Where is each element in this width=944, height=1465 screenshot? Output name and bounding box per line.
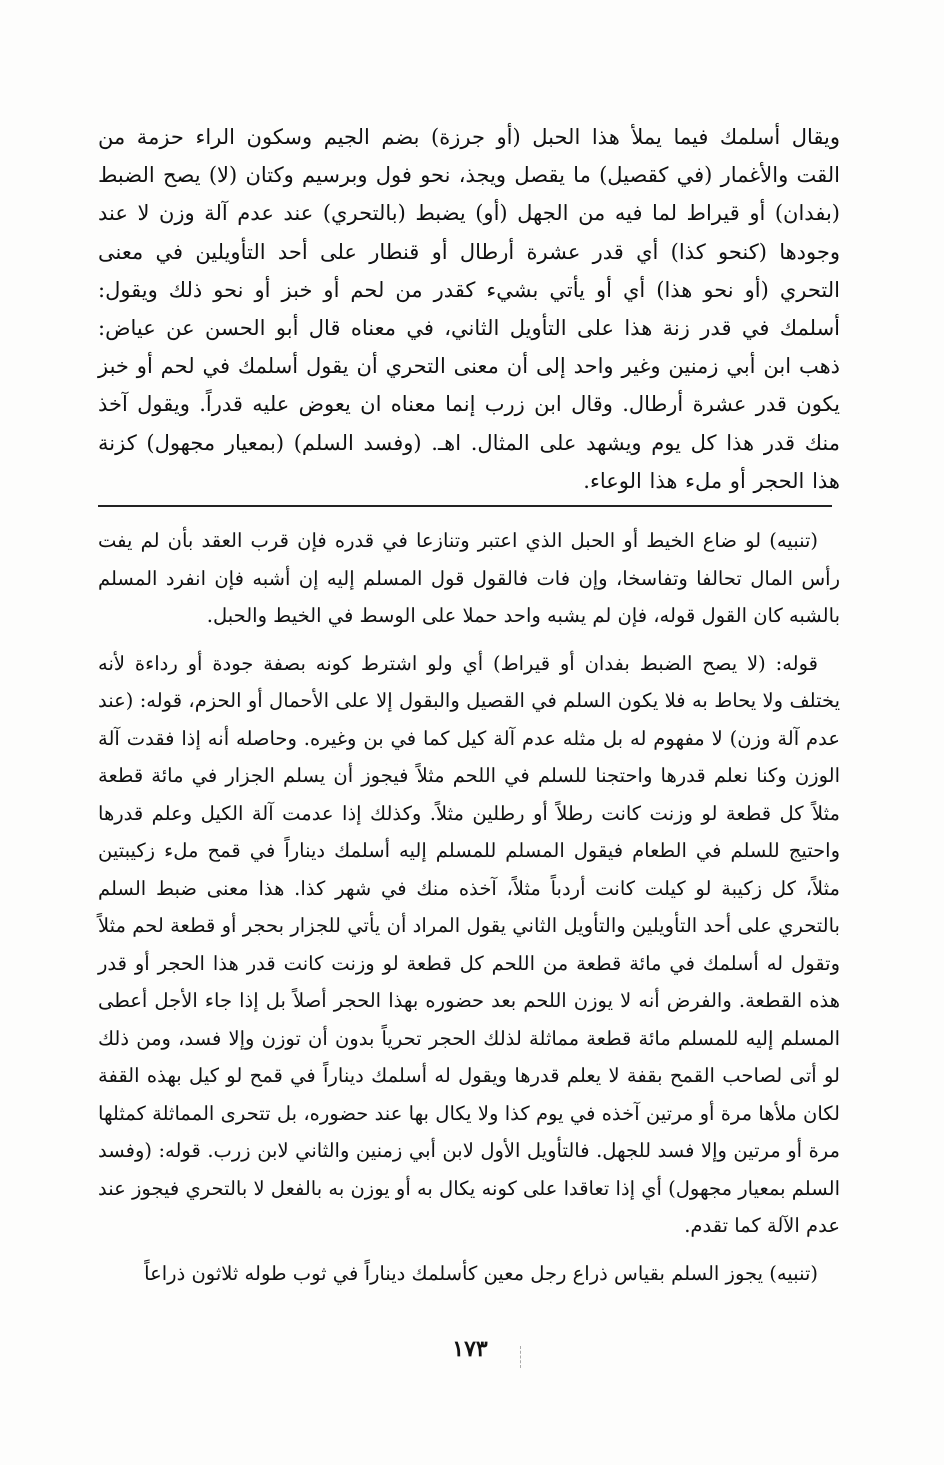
- main-text-paragraph: ويقال أسلمك فيما يملأ هذا الحبل (أو جرزة) بضم الجيم وسكون الراء حزمة من القت والأغمار (في كقصيل) ما يقصل ويجذ، نحو فول وبرسيم وكتان (لا) يصح الضبط (بفدان) أو قيراط لما فيه من الجهل (أو) يضبط (بالتحري) عند عدم آلة وزن لا عند وجودها (كنحو كذا) أي قدر عشرة أرطال أو قنطار على أحد التأويلين في معنى التحري (أو نحو هذا) أي أو يأتي بشيء كقدر من لحم أو خبز أو نحو ذلك ويقول: أسلمك في قدر زنة هذا على التأويل الثاني، في معناه قال أبو الحسن عن عياض: ذهب ابن أبي زمنين وغير واحد إلى أن معنى التحري أن يقول أسلمك في لحم أو خبز يكون قدر عشرة أرطال. وقال ابن زرب إنما معناه ان يعوض عليه قدراً. ويقول آخذ منك قدر هذا كل يوم ويشهد على المثال. اهـ. (وفسد السلم) (بمعيار مجهول) كزنة هذا الحجر أو ملء هذا الوعاء.: [98, 125, 840, 493]
- separator-rule: [98, 505, 832, 507]
- footnotes-section: [98, 522, 840, 1302]
- footnote-tanbih-1: (تنبيه) لو ضاع الخيط أو الحبل الذي اعتبر وتنازعا في قدره فإن قرب العقد بأن لم يفت رأس المال تحالفا وتفاسخا، وإن فات فالقول قول المسلم إليه إن أشبه فإن انفرد المسلم بالشبه كان القول قوله، فإن لم يشبه واحد حملا على الوسط في الخيط والحبل.: [98, 529, 840, 627]
- page-edge-mark: [520, 1346, 522, 1368]
- page-number: ١٧٣: [452, 1336, 488, 1362]
- footnote-tanbih-2: (تنبيه) يجوز السلم بقياس ذراع رجل معين كأسلمك ديناراً في ثوب طوله ثلاثون ذراعاً: [144, 1261, 818, 1285]
- footnote-commentary: قوله: (لا يصح الضبط بفدان أو قيراط) أي ولو اشترط كونه بصفة جودة أو رداءة لأنه يختلف ولا يحاط به فلا يكون السلم في القصيل والبقول إلا على الأحمال أو الحزم، قوله: (عند عدم آلة وزن) لا مفهوم له بل مثله عدم آلة كيل كما في بن وغيره. وحاصله أنه إذا فقدت آلة الوزن وكنا نعلم قدرها واحتجنا للسلم في اللحم مثلاً فيجوز أن يسلم الجزار في مائة قطعة مثلاً كل قطعة لو وزنت كانت رطلاً أو رطلين مثلاً. وكذلك إذا عدمت آلة الكيل وعلم قدرها واحتيج للسلم في الطعام فيقول المسلم للمسلم إليه أسلمك ديناراً في قمح ملء زكيبتين مثلاً، كل زكيبة لو كيلت كانت أردباً مثلاً، آخذه منك في شهر كذا. هذا معنى ضبط السلم بالتحري على أحد التأويلين والتأويل الثاني يقول المراد أن يأتي للجزار بحجر أو قطعة لحم مثلاً وتقول له أسلمك في مائة قطعة من اللحم كل قطعة لو وزنت كانت قدر هذا الحجر أو قدر هذه القطعة. والفرض أنه لا يوزن اللحم بعد حضوره بهذا الحجر أصلاً بل إذا جاء الأجل أعطى المسلم إليه للمسلم مائة قطعة مماثلة لذلك الحجر تحرياً بدون أن توزن وإلا فسد، ومن ذلك لو أتى لصاحب القمح بقفة لا يعلم قدرها ويقول له أسلمك ديناراً في قمح لو كيل بهذه القفة لكان ملأها مرة أو مرتين آخذه في يوم كذا ولا يكال بها عند حضوره، بل تتحرى المماثلة كمثلها مرة أو مرتين وإلا فسد للجهل. فالتأويل الأول لابن أبي زمنين والثاني لابن زرب. قوله: (وفسد السلم بمعيار مجهول) أي إذا تعاقدا على كونه يكال به أو يوزن به بالفعل لا بالتحري فيجوز عند عدم الآلة كما تقدم.: [98, 651, 840, 1237]
